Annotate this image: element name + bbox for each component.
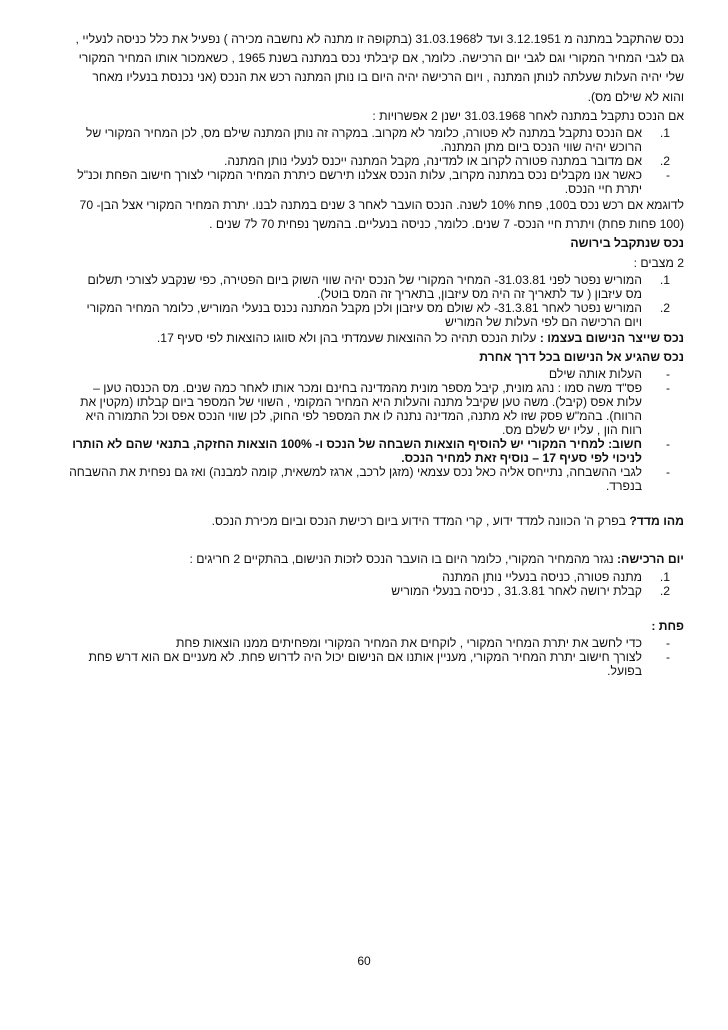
list-text: קבלת ירושה לאחר 31.3.81 , כניסה בנעלי המוריש	[391, 583, 642, 598]
list-item	[68, 154, 684, 168]
list-marker: -	[665, 635, 670, 650]
list-text: פס"ד משה סמו : נהג מונית, קיבל מספר מונית מהמדינה בחינם ומכר אותו לאחר כמה שנים. מס הכנסה טען – עלות אפס (קיבל). משה טען שקיבל מתנה והעלות היא המחיר המקומי , השווי של המספר ביום קבלתו (מקטין את הרווח). בהמ"ש פסק שזו לא מתנה, המדינה נתנה לו את המספר לפי החוק, לכן שווי הנכס אפס וכל התמורה היא רווח הון , עליו יש לשלם מס.	[80, 381, 642, 438]
paragraph-example: לדוגמא אם רכש נכס ב100, פחת 10% לשנה. הנכס הועבר לאחר 3 שנים במתנה לבנו. יתרת המחיר המקורי אצל הבן- 70 (100 פחות פחת) ויתרת חיי הנכס- 7 שנים. כלומר, כניסה בנעליים. בהמשך נפחית 70 ל7 שנים .	[79, 198, 684, 232]
list-item	[68, 636, 684, 650]
inheritance-count: 2 מצבים :	[633, 255, 684, 270]
list-marker: -	[665, 367, 670, 382]
list-text: מתנה פטורה, כניסה בנעליי נותן המתנה	[442, 569, 642, 584]
list-marker: 2.	[659, 154, 670, 169]
list-text: לגבי ההשבחה, נתייחס אליה כאל נכס עצמאי (מזגן לרכב, ארגז למשאית, קומה למבנה) ואז גם נפחית את ההשבחה בנפרד.	[69, 465, 642, 494]
list-item	[68, 168, 684, 196]
list-marker: 2.	[659, 583, 670, 598]
list-text: אם מדובר במתנה פטורה לקרוב או למדינה, מקבל המתנה ייכנס לנעלי נותן המתנה.	[224, 154, 642, 169]
acquisition-text: נגזר מהמחיר המקורי, כלומר היום בו הועבר הנכס לזכות הנישום, בהתקיים 2 חריגים :	[189, 552, 618, 567]
list-item	[68, 301, 684, 329]
list-text: כאשר אנו מקבלים נכס במתנה מקרוב, עלות הנכס אצלנו תירשם כיתרת המחיר המקורי לצורך חישוב הפחת וכנ"ל יתרת חיי הנכס.	[77, 168, 642, 197]
self-made-heading: נכס שייצר הנישום בעצמו :	[539, 330, 684, 345]
paragraph-index	[68, 512, 684, 531]
heading-inheritance: נכס שנתקבל בירושה	[570, 236, 684, 251]
list-marker: 2.	[659, 300, 670, 315]
list-text: העלות אותה שילם	[548, 367, 642, 382]
paragraph-self-made-asset	[68, 329, 684, 348]
list-marker: -	[665, 381, 670, 396]
list-marker: 1.	[659, 569, 670, 584]
list-marker: -	[665, 649, 670, 664]
list-item	[68, 126, 684, 154]
list-text: המוריש נפטר לאחר 31.3.81- לא שולם מס עיזבון ולכן מקבל המתנה נכנס בנעלי המוריש, כלומר המחיר המקורי ויום הרכישה הם לפי העלות של המוריש	[86, 300, 642, 329]
acquisition-heading: יום הרכישה:	[617, 552, 684, 567]
list-text: לצורך חישוב יתרת המחיר המקורי, מעניין אותנו אם הנישום יכול היה לדרוש פחת. לא מעניים אם הוא דרש פחת בפועל.	[88, 649, 642, 678]
list-item	[68, 367, 684, 381]
index-heading: מהו מדד?	[629, 514, 684, 529]
list-marker: -	[665, 168, 670, 183]
list-marker: -	[665, 465, 670, 480]
document-body	[68, 30, 684, 678]
heading-other-way: נכס שהגיע אל הנישום בכל דרך אחרת	[479, 350, 684, 365]
paragraph-gift-before-1968: נכס שהתקבל במתנה מ 3.12.1951 ועד ל31.03.1968 (בתקופה זו מתנה לא נחשבה מכירה ) נפעיל את כלל כניסה לנעליי , גם לגבי המחיר המקורי וגם לגבי יום הרכישה. כלומר, אם קיבלתי נכס במתנה בשנת 1965 , כשאמכור אותו המחיר המקורי שלי יהיה העלות שעלתה לנותן המתנה , ויום הרכישה יהיה היום בו נותן המתנה רכש את הנכס (אני נכנסת בנעליו מאחר והוא לא שילם מס).	[75, 32, 684, 104]
list-marker: -	[665, 437, 670, 452]
list-item	[68, 381, 684, 437]
list-text: אם הנכס נתקבל במתנה לא פטורה, כלומר לא מקרוב. במקרה זה נותן המתנה שילם מס, לכן המחיר המקורי של הרוכש יהיה שווי הנכס ביום מתן המתנה.	[85, 126, 642, 155]
list-marker: 1.	[659, 126, 670, 141]
list-item	[68, 584, 684, 598]
self-made-text: עלות הנכס תהיה כל ההוצאות שעמדתי בהן ולא סווגו כהוצאות לפי סעיף 17.	[156, 330, 540, 345]
list-text-important: חשוב: למחיר המקורי יש להוסיף הוצאות השבחה של הנכס ו- 100% הוצאות החזקה, בתנאי שהם לא הותרו לניכוי לפי סעיף 17 – נוסיף זאת למחיר הנכס.	[72, 437, 642, 466]
paragraph-gift-after-1968: אם הנכס נתקבל במתנה לאחר 31.03.1968 ישנן 2 אפשרויות :	[372, 108, 684, 123]
list-item	[68, 437, 684, 465]
heading-depreciation: פחת :	[651, 618, 684, 633]
paragraph-acquisition-day	[68, 550, 684, 569]
page-number: 60	[357, 954, 371, 968]
list-item	[68, 273, 684, 301]
list-text: המוריש נפטר לפני 31.03.81- המחיר המקורי של הנכס יהיה שווי השוק ביום הפטירה, כפי שנקבע לצורכי תשלום מס עיזבון ( עד לתאריך זה היה מס עיזבון, בתאריך זה המס בוטל).	[87, 272, 642, 301]
list-text: כדי לחשב את יתרת המחיר המקורי , לוקחים את המחיר המקורי ומפחיתים ממנו הוצאות פחת	[175, 635, 642, 650]
list-marker: 1.	[659, 272, 670, 287]
index-text: בפרק ה' הכוונה למדד ידוע , קרי המדד הידוע ביום רכישת הנכס וביום מכירת הנכס.	[211, 514, 630, 529]
list-item	[68, 465, 684, 493]
list-item	[68, 570, 684, 584]
list-item	[68, 650, 684, 678]
